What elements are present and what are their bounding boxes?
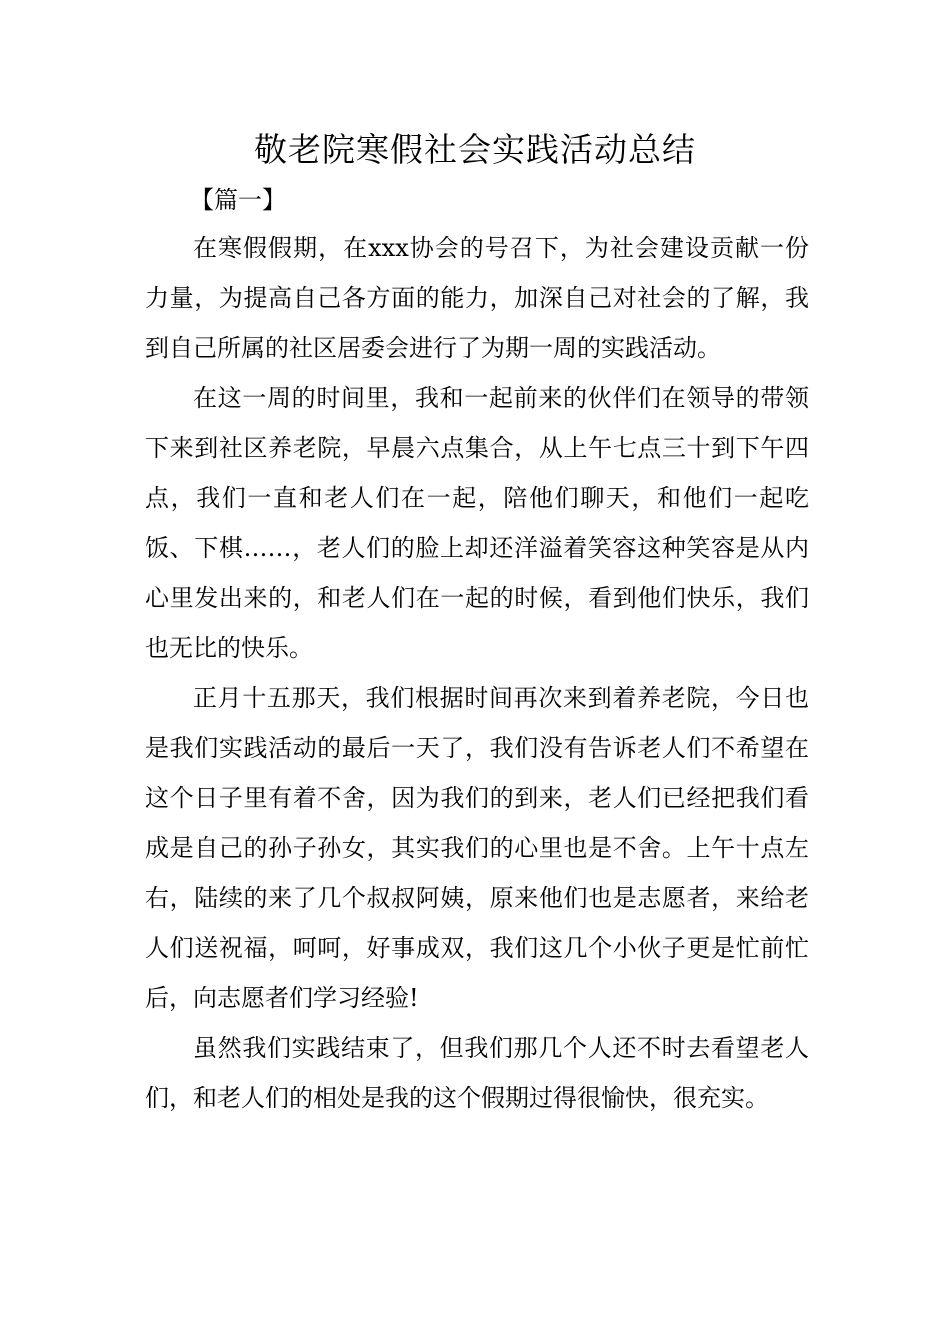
- document-title: 敬老院寒假社会实践活动总结: [254, 130, 696, 169]
- paragraph-3: 正月十五那天，我们根据时间再次来到着养老院，今日也是我们实践活动的最后一天了，我们没有告诉老人们不希望在这个日子里有着不舍，因为我们的到来，老人们已经把我们看成是自己的孙子孙女，其实我们的心里也是不舍。上午十点左右，陆续的来了几个叔叔阿姨，原来他们也是志愿者，来给老人们送祝福，呵呵，好事成双，我们这几个小伙子更是忙前忙后，向志愿者们学习经验!: [145, 684, 809, 1012]
- document-body: [145, 223, 809, 1123]
- paragraph-4: 虽然我们实践结束了，但我们那几个人还不时去看望老人们，和老人们的相处是我的这个假期过得很愉快，很充实。: [145, 1034, 809, 1112]
- paragraph-2: 在这一周的时间里，我和一起前来的伙伴们在领导的带领下来到社区养老院，早晨六点集合，从上午七点三十到下午四点，我们一直和老人们在一起，陪他们聊天，和他们一起吃饭、下棋……，老人们的脸上却还洋溢着笑容这种笑容是从内心里发出来的，和老人们在一起的时候，看到他们快乐，我们也无比的快乐。: [145, 384, 809, 662]
- paragraph-1: 在寒假假期，在xxx协会的号召下，为社会建设贡献一份力量，为提高自己各方面的能力，加深自己对社会的了解，我到自己所属的社区居委会进行了为期一周的实践活动。: [145, 234, 809, 362]
- section-label: 【篇一】: [190, 186, 286, 214]
